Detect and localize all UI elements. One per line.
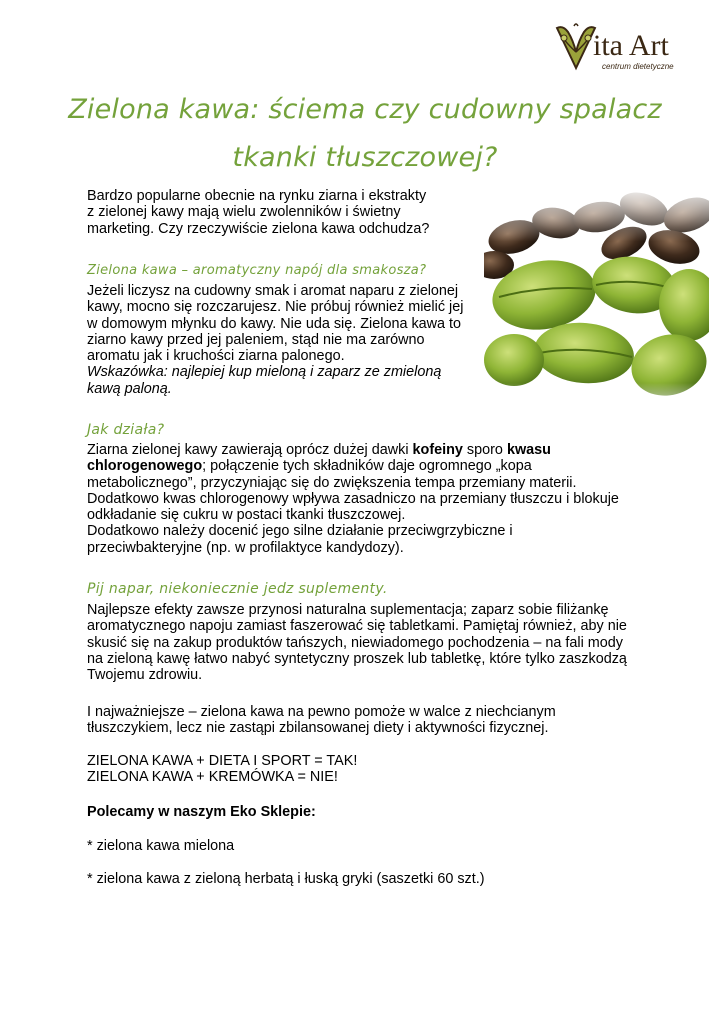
bold-term-kwasu: kwasu [506, 442, 551, 458]
tip-line: kawą paloną. [87, 380, 172, 397]
product-item: * zielona kawa mielona [87, 838, 235, 854]
equations [87, 753, 357, 786]
product-item: * zielona kawa z zieloną herbatą i łuską gryki (saszetki 60 szt.) [87, 871, 485, 887]
intro-line: marketing. Czy rzeczywiście zielona kawa odchudza? [87, 220, 430, 237]
text-line: Najlepsze efekty zawsze przynosi naturalna suplementacja; zaparz sobie filiżankę [87, 602, 609, 618]
page-title [60, 86, 670, 182]
text-line: przeciwbakteryjne (np. w profilaktyce kandydozy). [87, 539, 404, 556]
section-heading-aroma: Zielona kawa – aromatyczny napój dla smakosza? [87, 263, 427, 278]
coffee-beans-image [484, 185, 709, 410]
section-how-text [87, 442, 619, 556]
intro-line: Bardzo popularne obecnie na rynku ziarna i ekstrakty [87, 188, 427, 204]
text-line: tłuszczykiem, lecz nie zastąpi zbilansowanej diety i aktywności fizycznej. [87, 720, 549, 737]
text-line: aromatycznego napoju zamiast faszerować się tabletkami. Pamiętaj również, aby nie [87, 618, 627, 635]
text-line: Dodatkowo należy docenić jego silne działanie przeciwgrzybiczne i [87, 523, 513, 540]
text-line: kawy, mocno się rozczarujesz. Nie próbuj również mielić jej [87, 299, 464, 316]
text-run: Ziarna zielonej kawy zawierają oprócz dużej dawki [87, 442, 413, 458]
title-line-2: tkanki tłuszczowej? [232, 142, 498, 173]
text-run: ; połączenie tych składników daje ogromnego „kopa [202, 458, 532, 475]
section-heading-how: Jak działa? [87, 422, 165, 438]
text-line: Dodatkowo kwas chlorogenowy wpływa zasadniczo na przemiany tłuszczu i blokuje [87, 490, 619, 507]
text-line: ziarno kawy przed jej paleniem, stąd nie ma zarówno [87, 331, 425, 348]
logo-brand: ita Art [593, 29, 669, 62]
equation-line: ZIELONA KAWA + KREMÓWKA = NIE! [87, 769, 338, 786]
equation-line: ZIELONA KAWA + DIETA I SPORT = TAK! [87, 753, 358, 769]
text-line [87, 458, 619, 474]
intro-line: z zielonej kawy mają wielu zwolenników i świetny [87, 204, 401, 221]
tip-line: Wskazówka: najlepiej kup mieloną i zaparz ze zmieloną [87, 364, 442, 381]
section-aroma-text [87, 283, 463, 397]
text-line: odkładanie się cukru w postaci tkanki tłuszczowej. [87, 507, 406, 524]
logo-tagline: centrum dietetyczne [602, 62, 674, 71]
text-line: skusić się na zakup produktów tańszych, niewiadomego pochodzenia – na fali mody [87, 634, 623, 651]
section-heading-napar: Pij napar, niekoniecznie jedz suplementy. [87, 581, 388, 597]
text-line: I najważniejsze – zielona kawa na pewno pomoże w walce z niechcianym [87, 704, 556, 720]
bold-term-chlorogenowego: chlorogenowego [87, 458, 203, 475]
text-line [87, 442, 619, 458]
text-run: sporo [462, 442, 507, 458]
recommend-heading-text: Polecamy w naszym Eko Sklepie: [87, 804, 316, 820]
vita-art-logo [553, 22, 681, 80]
section-napar-text [87, 602, 627, 683]
recommend-heading [87, 804, 316, 820]
text-line: Jeżeli liczysz na cudowny smak i aromat naparu z zielonej [87, 283, 459, 299]
text-line: metabolicznego”, przyczyniając się do zwiększenia tempa przemiany materii. [87, 474, 577, 491]
text-line: Twojemu zdrowiu. [87, 667, 203, 684]
text-line: na zieloną kawę łatwo nabyć syntetyczny proszek lub tabletkę, które tylko zaszkodzą [87, 650, 627, 667]
closing-paragraph [87, 704, 556, 737]
text-line: w domowym młynku do kawy. Nie uda się. Zielona kawa to [87, 315, 462, 332]
bold-term-kofeiny: kofeiny [412, 442, 463, 458]
intro-paragraph [87, 188, 429, 237]
title-line-1: Zielona kawa: ściema czy cudowny spalacz [68, 94, 662, 125]
text-line: aromatu jak i kruchości ziarna palonego. [87, 348, 345, 365]
